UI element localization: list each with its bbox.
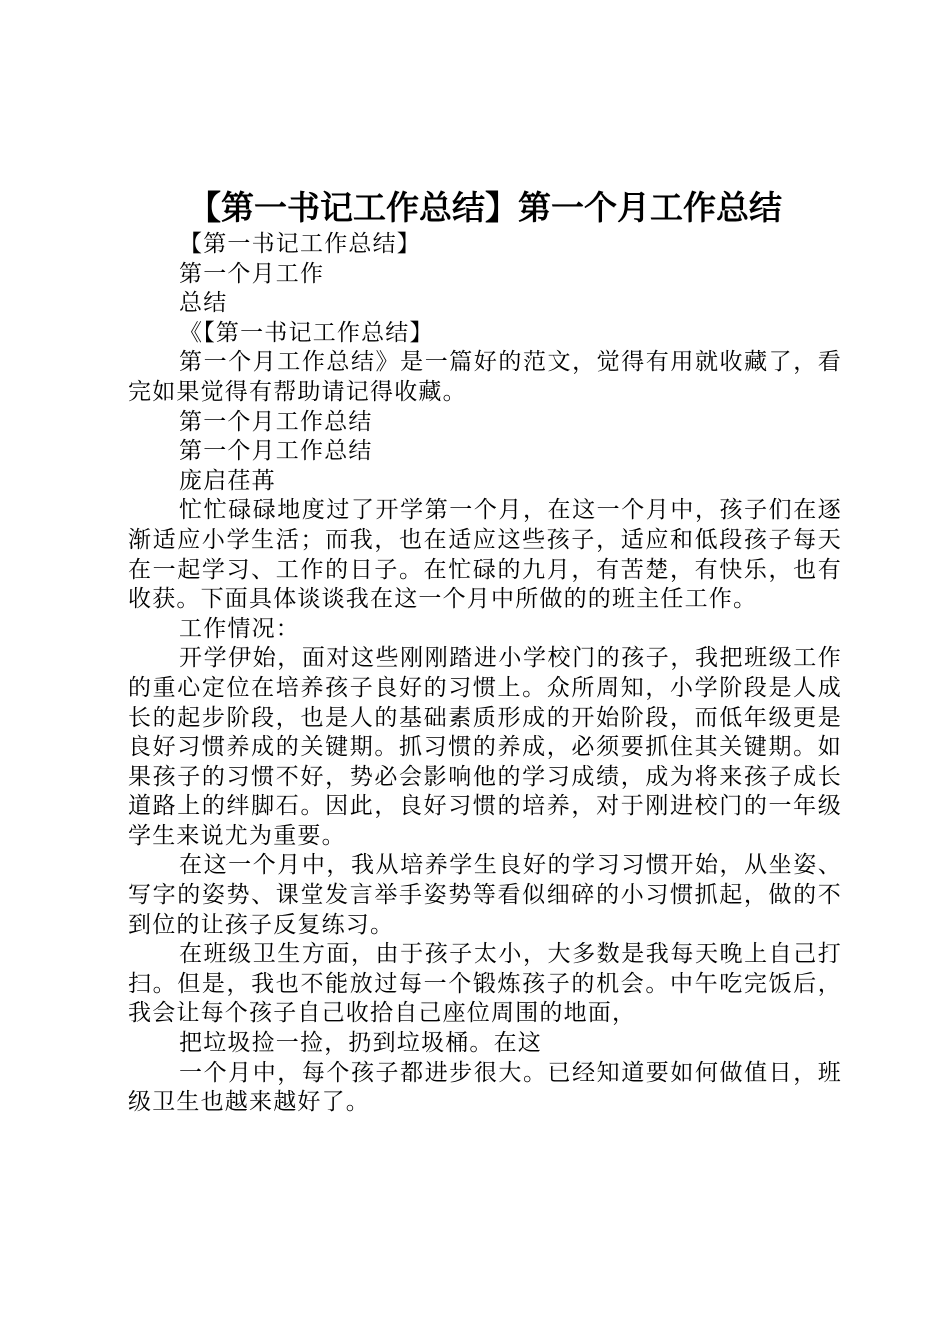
paragraph: 【第一书记工作总结】 — [179, 231, 421, 257]
paragraph: 在班级卫生方面，由于孩子太小，大多数是我每天晚上自己打扫。但是，我也不能放过每一个锻炼孩子的机会。中午吃完饭后，我会让每个孩子自己收拾自己座位周围的地面， — [128, 941, 842, 1027]
document-body — [128, 230, 842, 1118]
paragraph: 开学伊始，面对这些刚刚踏进小学校门的孩子，我把班级工作的重心定位在培养孩子良好的习惯上。众所周知，小学阶段是人成长的起步阶段，也是人的基础素质形成的开始阶段，而低年级更是良好习惯养成的关键期。抓习惯的养成，必须要抓住其关键期。如果孩子的习惯不好，势必会影响他的学习成绩，成为将来孩子成长道路上的绊脚石。因此，良好习惯的培养，对于刚进校门的一年级学生来说尤为重要。 — [128, 645, 842, 849]
paragraph: 第一个月工作总结 — [179, 438, 373, 465]
paragraph: 忙忙碌碌地度过了开学第一个月，在这一个月中，孩子们在逐渐适应小学生活；而我，也在适应这些孩子，适应和低段孩子每天在一起学习、工作的日子。在忙碌的九月，有苦楚，有快乐，也有收获。下面具体谈谈我在这一个月中所做的的班主任工作。 — [128, 497, 842, 613]
paragraph: 一个月中，每个孩子都进步很大。已经知道要如何做值日，班级卫生也越来越好了。 — [128, 1059, 842, 1116]
paragraph: 第一个月工作 — [179, 260, 325, 287]
document-title: 【第一书记工作总结】第一个月工作总结 — [188, 188, 782, 227]
paragraph: 在这一个月中，我从培养学生良好的学习习惯开始，从坐姿、写字的姿势、课堂发言举手姿势等看似细碎的小习惯抓起，做的不到位的让孩子反复练习。 — [128, 852, 842, 938]
paragraph: 《【第一书记工作总结】 — [179, 319, 434, 346]
paragraph: 第一个月工作总结》是一篇好的范文，觉得有用就收藏了，看完如果觉得有帮助请记得收藏。 — [128, 349, 842, 405]
paragraph: 总结 — [179, 290, 228, 317]
paragraph: 把垃圾捡一捡，扔到垃圾桶。在这 — [179, 1030, 542, 1057]
paragraph: 第一个月工作总结 — [179, 408, 373, 435]
paragraph: 庞启荏苒 — [179, 467, 276, 494]
document-page — [128, 186, 842, 1118]
paragraph: 工作情况： — [179, 615, 300, 642]
